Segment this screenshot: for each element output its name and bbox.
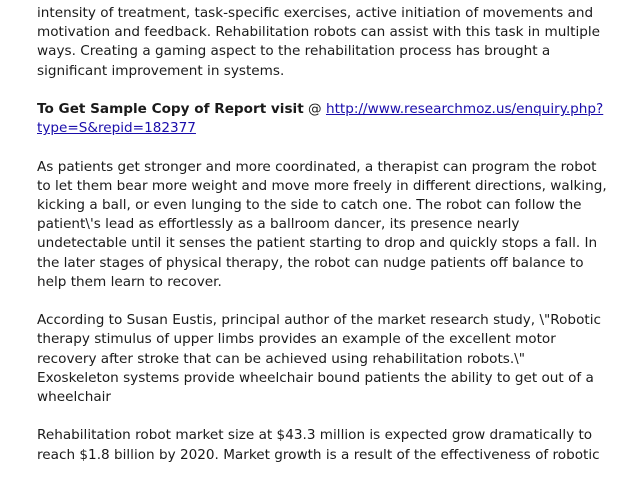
document-page bbox=[37, 4, 607, 484]
at-sign: @ bbox=[303, 101, 326, 117]
body-paragraph-market-size: Rehabilitation robot market size at $43.3 million is expected grow dramatically to reach $1.8 billion by 2020. Market growth is a result of the effectiveness of robotic bbox=[37, 427, 600, 463]
body-paragraph-intensity: intensity of treatment, task-specific exercises, active initiation of movements and motivation and feedback. Rehabilitation robots can assist with this task in multiple ways. Creating a gaming aspect to the rehabilitation process has brought a significant improvement in systems. bbox=[37, 5, 600, 79]
body-paragraph-quote: According to Susan Eustis, principal author of the market research study, \"Robotic therapy stimulus of upper limbs provides an example of the excellent motor recovery after stroke that can be achieved using rehabilitation robots.\" Exoskeleton systems provide wheelchair bound patients the ability to get out of a wheelchair bbox=[37, 312, 601, 406]
body-paragraph-patients: As patients get stronger and more coordinated, a therapist can program the robot to let them bear more weight and move more freely in different directions, walking, kicking a ball, or even lunging to the side to catch one. The robot can follow the patient\'s lead as effortlessly as a ballroom dancer, its presence nearly undetectable until it senses the patient starting to drop and quickly stops a fall. In the later stages of physical therapy, the robot can nudge patients off balance to help them learn to recover. bbox=[37, 158, 607, 290]
sample-copy-callout bbox=[37, 100, 607, 138]
sample-copy-label: To Get Sample Copy of Report visit bbox=[37, 101, 304, 117]
report-enquiry-link[interactable]: http://www.researchmoz.us/enquiry.php?type=S&repid=182377 bbox=[37, 101, 604, 137]
